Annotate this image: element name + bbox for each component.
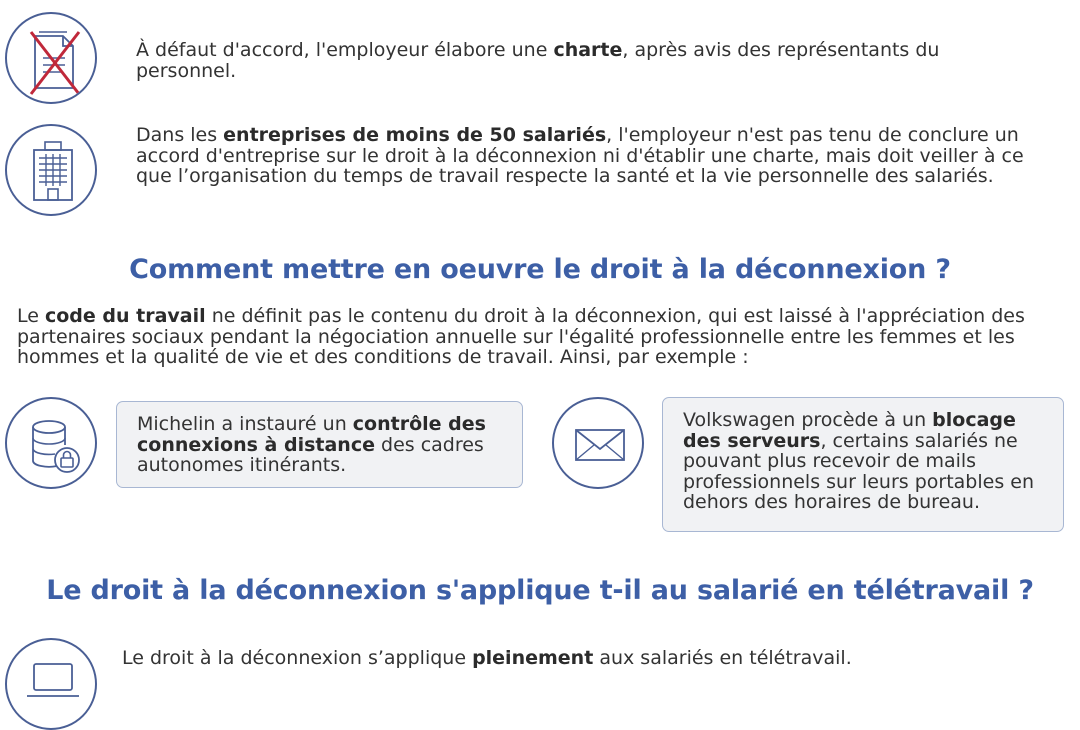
database-lock-icon (5, 397, 97, 489)
telework-text: Le droit à la déconnexion s’applique pleinement aux salariés en télétravail. (122, 647, 852, 669)
section-heading-telework: Le droit à la déconnexion s'applique t-il au salarié en télétravail ? (46, 575, 1034, 606)
laptop-icon (5, 638, 97, 730)
section-heading-implementation: Comment mettre en oeuvre le droit à la déconnexion ? (129, 254, 951, 285)
implementation-intro: Le code du travail ne définit pas le contenu du droit à la déconnexion, qui est laissé à l'appréciation des partenaires sociaux pendant la négociation annuelle sur l'égalité professionnelle entre les femmes et les hommes et la qualité de vie et des conditions de travail. Ainsi, par exemple : (17, 305, 1025, 368)
example-text-volkswagen: Volkswagen procède à un blocage des serveurs, certains salariés ne pouvant plus recevoir de mails professionnels sur leurs portables en dehors des horaires de bureau. (683, 409, 1034, 513)
crossed-document-icon (5, 12, 97, 104)
small-companies-text: Dans les entreprises de moins de 50 salariés, l'employeur n'est pas tenu de conclure un accord d'entreprise sur le droit à la déconnexion ni d'établir une charte, mais doit veiller à ce que l’organisation du temps de travail respecte la santé et la vie personnelle des salariés. (136, 124, 1024, 187)
charter-text: À défaut d'accord, l'employeur élabore une charte, après avis des représentants du personnel. (136, 39, 940, 82)
example-card-volkswagen (662, 397, 1064, 532)
example-text-michelin: Michelin a instauré un contrôle des connexions à distance des cadres autonomes itinérants. (137, 413, 486, 476)
envelope-icon (552, 397, 644, 489)
example-card-michelin (116, 401, 523, 488)
office-building-icon (5, 124, 97, 216)
